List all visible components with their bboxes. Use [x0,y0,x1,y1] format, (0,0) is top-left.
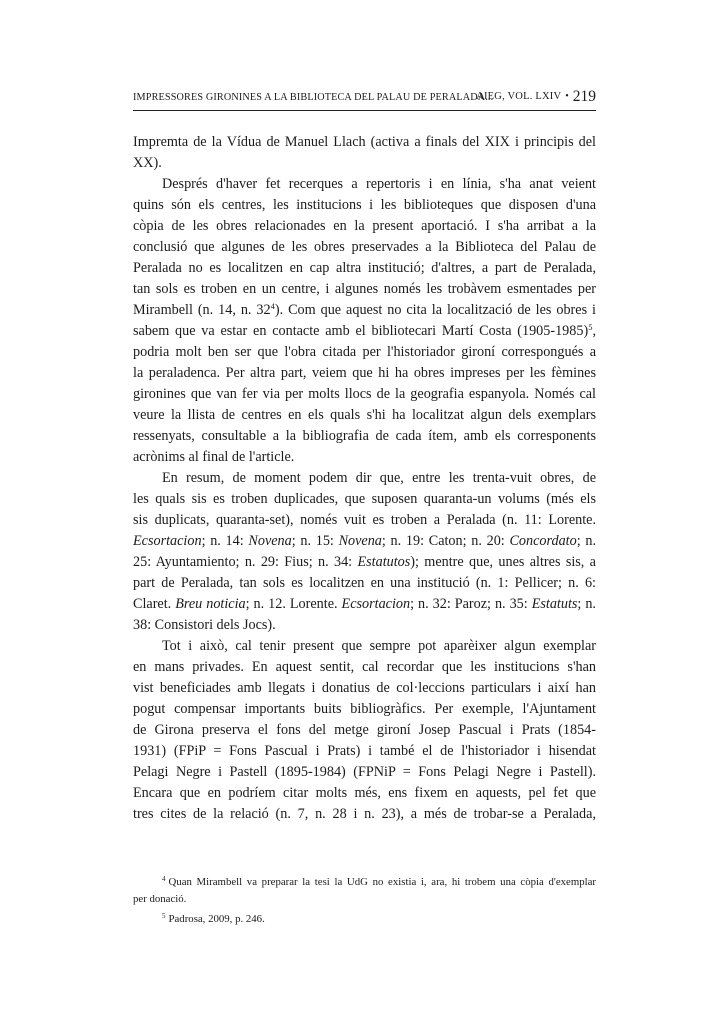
text-fragment: ; n. [576,533,596,549]
footnote-line [133,908,596,928]
paragraph-1 [133,132,596,174]
italic-title: Ecsortacion [133,533,202,549]
text-line: Pelagi Negre i Pastell (1895-1984) (FPNiP = Fons Pelagi Negre i Pastell). [133,764,596,780]
footnote-text: Padrosa, 2009, p. 246. [168,913,265,925]
main-text [133,132,596,825]
footnotes [133,871,596,928]
page-number: 219 [572,88,596,105]
text-line: quins són els centres, les institucions i les biblioteques que disposen d'una [133,197,596,213]
paragraph-2 [133,174,596,468]
text-line: Peralada no es localitzen en cap altra institució; d'altres, a part de Peralada, [133,260,596,276]
text-line: sis duplicats, quaranta-set), només vuit es troben a Peralada (n. 11: Lorente. [133,512,596,528]
text-line: les quals sis es troben duplicades, que suposen quaranta-un volums (més els [133,491,596,507]
text-line: tres cites de la relació (n. 7, n. 28 i n. 23), a més de trobar-se a Peralada, [133,806,596,822]
text-fragment: ; n. 19: Caton; n. 20: [381,533,510,549]
footnote-text: Quan Mirambell va preparar la tesi la UdG no existia i, ara, hi trobem una còpia d'exemplar [168,876,596,888]
text-fragment: ; n. 15: [291,533,339,549]
text-fragment: ; n. 12. Lorente. [245,596,342,612]
running-head-right [476,88,596,106]
text-line: de Girona preserva el fons del metge gironí Josep Pascual i Prats (1854- [133,722,596,738]
text-line: Encara que en podríem citar molts més, ens fixem en aquests, pel fet que [133,785,596,801]
separator-bullet: • [565,91,569,102]
footnote-5 [133,908,596,928]
footnote-mark: 4 [162,875,166,883]
italic-title: Estatuts [531,596,578,612]
text-line [133,531,596,552]
text-line: còpia de les obres relacionades en la present aportació. I s'ha arribat a la [133,218,596,234]
italic-title: Concordato [509,533,577,549]
text-line: podria molt ben ser que l'obra citada per l'historiador gironí correspongués a [133,344,596,360]
italic-title: Novena [338,533,382,549]
footnote-line [133,871,596,891]
italic-title: Breu noticia [175,596,246,612]
text-fragment: ); mentre que, unes altres sis, a [410,554,596,570]
text-line: part de Peralada, tan sols es localitzen en una institució (n. 1: Pellicer; n. 6: [133,575,596,591]
footnote-ref: 4 [270,301,275,311]
footnote-4 [133,871,596,908]
running-head [133,88,596,111]
italic-title: Estatutos [357,554,411,570]
footnote-line: per donació. [133,893,187,905]
text-line: conclusió que algunes de les obres preservades a la Biblioteca del Palau de [133,239,596,255]
text-line [133,552,596,573]
italic-title: Ecsortacion [341,596,411,612]
text-fragment: ; n. 32: Paroz; n. 35: [410,596,532,612]
text-fragment: Mirambell (n. 14, n. 32 [133,302,271,318]
footnote-mark: 5 [162,912,166,920]
italic-title: Novena [248,533,292,549]
text-line: XX). [133,155,162,171]
footnote-ref: 5 [588,322,593,332]
text-line: En resum, de moment podem dir que, entre les trenta-vuit obres, de [162,470,596,486]
text-fragment: , [592,323,596,339]
paragraph-4 [133,636,596,825]
text-line: ressenyats, consultable a la bibliografia de cada ítem, amb els corresponents [133,428,596,444]
text-line: Després d'haver fet recerques a repertoris i en línia, s'ha anat veient [162,176,596,192]
text-line: pogut compensar importants buits bibliogràfics. Per exemple, l'Ajuntament [133,701,596,717]
text-line: 38: Consistori dels Jocs). [133,617,276,633]
text-fragment: ; n. 14: [201,533,249,549]
paragraph-3 [133,468,596,636]
text-line: Tot i això, cal tenir present que sempre pot aparèixer algun exemplar [162,638,596,654]
text-line: la peraladenca. Per altra part, veiem que hi ha obres impreses per les fèmines [133,365,596,381]
text-line [133,594,596,615]
running-head-title: IMPRESSORES GIRONINES A LA BIBLIOTECA DEL PALAU DE PERALADA... [133,92,494,103]
text-line: en mans privades. En aquest sentit, cal recordar que les institucions s'han [133,659,596,675]
text-fragment: Claret. [133,596,176,612]
text-line: acrònims al final de l'article. [133,449,295,465]
text-line [133,300,596,321]
text-line: 1931) (FPiP = Fons Pascual i Prats) i també el de l'historiador i hisendat [133,743,596,759]
journal-volume: AIEG, VOL. LXIV [476,91,562,102]
text-line: Impremta de la Vídua de Manuel Llach (activa a finals del XIX i principis del [133,134,596,150]
text-line: vist beneficiades amb llegats i donatius de col·leccions particulars i així han [133,680,596,696]
text-line: veure la llista de centres en els quals s'hi ha localitzat algun dels exemplars [133,407,596,423]
text-fragment: ). Com que aquest no cita la localització de les obres i [274,302,596,318]
text-line: tan sols es troben en un centre, i algunes només les trobàvem esmentades per [133,281,596,297]
text-line [133,321,596,342]
text-fragment: sabem que va estar en contacte amb el bibliotecari Martí Costa (1905-1985) [133,323,589,339]
text-fragment: ; n. [577,596,596,612]
text-line: gironines que van fer via per molts llocs de la geografia espanyola. Només cal [133,386,596,402]
text-fragment: 25: Ayuntamiento; n. 29: Fius; n. 34: [133,554,358,570]
